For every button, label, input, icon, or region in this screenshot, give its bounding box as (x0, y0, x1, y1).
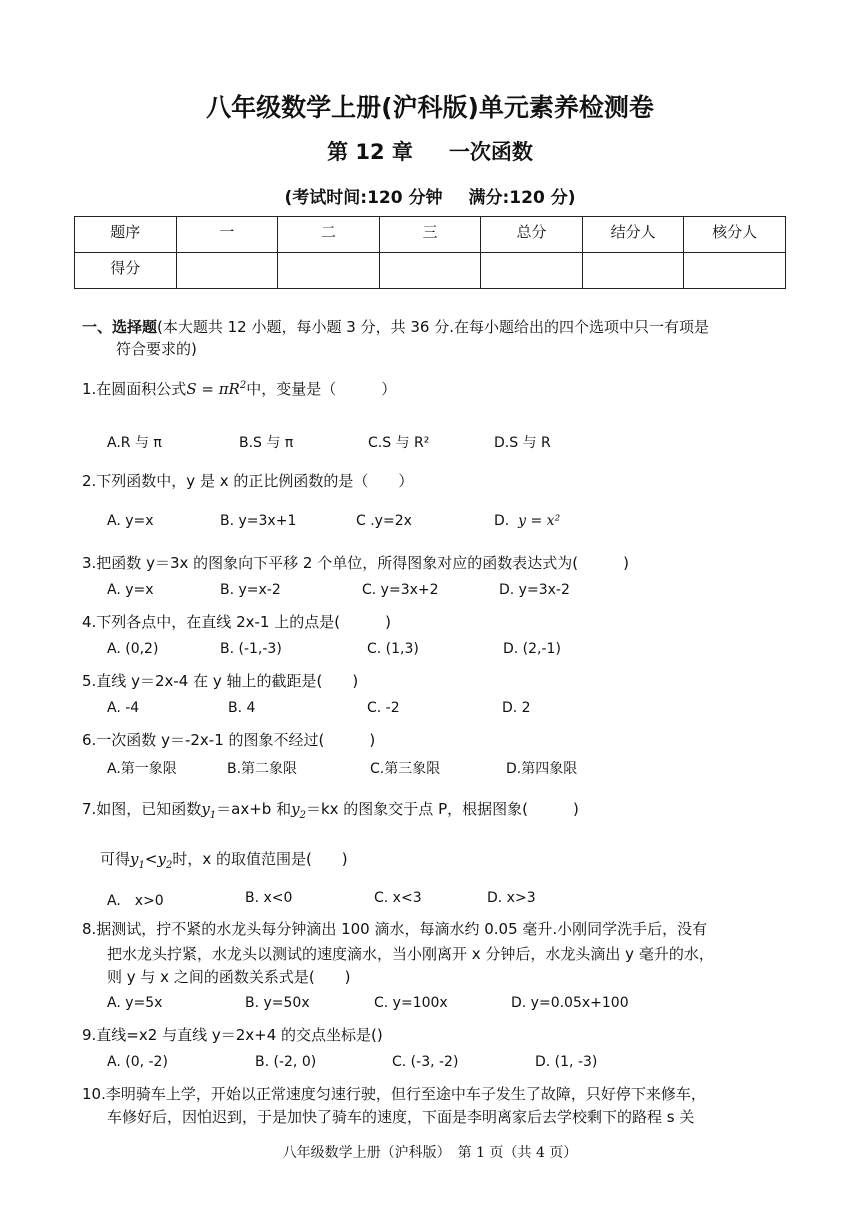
option-formula: y = x² (518, 513, 561, 529)
score-cell[interactable] (176, 253, 278, 289)
option-b[interactable]: B. (-2, 0) (255, 1054, 317, 1070)
score-table-header: 二 (278, 217, 380, 253)
formula: S = πR (186, 380, 240, 398)
var-y2-sub: 2 (299, 810, 306, 821)
option-d[interactable] (494, 513, 560, 529)
question-stem: 可得 (100, 850, 131, 868)
question-stem: 时，x 的取值范围是( ) (172, 850, 348, 868)
question-6: 6.一次函数 y＝-2x-1 的图象不经过( ) (82, 731, 376, 749)
question-4: 4.下列各点中，在直线 2x-1 上的点是( ) (82, 613, 391, 631)
option-b[interactable]: B. y=50x (245, 995, 310, 1011)
score-table-header-row (75, 217, 786, 253)
option-c[interactable]: C. y=100x (374, 995, 448, 1011)
score-cell[interactable] (481, 253, 583, 289)
var-y1: y (201, 800, 210, 818)
option-d[interactable]: D. (2,-1) (503, 641, 561, 657)
option-a[interactable]: A. -4 (107, 700, 140, 716)
question-10-cont: 车修好后，因怕迟到，于是加快了骑车的速度，下面是李明离家后去学校剩下的路程 s 关 (107, 1108, 695, 1126)
question-stem-end: 中，变量是（ ） (246, 380, 397, 398)
score-table-score-row (75, 253, 786, 289)
var-y1-sub: 1 (138, 860, 145, 871)
option-a[interactable]: A.第一象限 (107, 761, 177, 777)
question-7-cont (100, 848, 348, 871)
question-8-cont: 把水龙头拧紧，水龙头以测试的速度滴水，当小刚离开 x 分钟后，水龙头滴出 y 毫升的水， (107, 945, 714, 963)
option-a[interactable]: A. (0,2) (107, 641, 159, 657)
exam-time: (考试时间:120 分钟 (284, 188, 443, 208)
score-table (74, 216, 786, 289)
option-b[interactable]: B. x<0 (245, 890, 293, 906)
option-c[interactable]: C. x<3 (374, 890, 422, 906)
option-d[interactable]: D.S 与 R (494, 435, 551, 451)
option-b[interactable]: B. (-1,-3) (220, 641, 282, 657)
question-1 (82, 378, 396, 399)
page-title: 八年级数学上册(沪科版)单元素养检测卷 (206, 93, 654, 122)
option-a[interactable]: A. (0, -2) (107, 1054, 168, 1070)
option-b[interactable]: B. y=x-2 (220, 582, 281, 598)
option-a[interactable]: A. y=5x (107, 995, 163, 1011)
option-b[interactable]: B. 4 (228, 700, 256, 716)
option-b[interactable]: B.S 与 π (239, 435, 294, 451)
question-stem: 7.如图，已知函数 (82, 800, 202, 818)
option-c[interactable]: C.第三象限 (370, 761, 441, 777)
var-y2: y (157, 850, 166, 868)
option-c[interactable]: C. (-3, -2) (392, 1054, 459, 1070)
question-10: 10.李明骑车上学，开始以正常速度匀速行驶，但行至途中车子发生了故障，只好停下来修车， (82, 1085, 706, 1103)
question-3: 3.把函数 y＝3x 的图象向下平移 2 个单位，所得图象对应的函数表达式为( ) (82, 554, 629, 572)
score-cell[interactable] (684, 253, 786, 289)
option-d[interactable]: D. y=3x-2 (499, 582, 570, 598)
section-title: 一、选择题 (82, 318, 158, 336)
question-2: 2.下列函数中，y 是 x 的正比例函数的是（ ） (82, 472, 414, 490)
question-7 (82, 798, 579, 821)
question-5: 5.直线 y＝2x-4 在 y 轴上的截距是( ) (82, 672, 359, 690)
score-table-header: 总分 (481, 217, 583, 253)
option-a[interactable]: A. x>0 (107, 893, 164, 909)
question-8: 8.据测试，拧不紧的水龙头每分钟滴出 100 滴水，每滴水约 0.05 毫升.小刚同学洗手后，没有 (82, 920, 708, 938)
score-table-header: 三 (379, 217, 481, 253)
section-heading (82, 316, 709, 337)
chapter-heading (0, 136, 860, 166)
option-c[interactable]: C. y=3x+2 (362, 582, 439, 598)
less-than: < (144, 850, 158, 868)
score-table-header: 一 (176, 217, 278, 253)
score-row-label: 得分 (75, 253, 177, 289)
section-desc: (本大题共 12 小题，每小题 3 分，共 36 分.在每小题给出的四个选项中只一有项是 (157, 318, 709, 336)
score-table-header: 核分人 (684, 217, 786, 253)
var-y1: y (130, 850, 139, 868)
page-footer: 八年级数学上册（沪科版） 第 1 页（共 4 页） (282, 1145, 578, 1161)
question-8-cont: 则 y 与 x 之间的函数关系式是( ) (107, 968, 351, 986)
score-table-header: 结分人 (582, 217, 684, 253)
chapter-name: 一次函数 (448, 140, 533, 164)
question-stem: ＝kx 的图象交于点 P，根据图象( ) (305, 800, 579, 818)
option-c[interactable]: C .y=2x (356, 513, 412, 529)
option-d[interactable]: D. x>3 (487, 890, 536, 906)
option-a[interactable]: A. y=x (107, 582, 154, 598)
option-d[interactable]: D.第四象限 (506, 761, 578, 777)
exam-full-score: 满分:120 分) (468, 188, 576, 208)
question-stem: ＝ax+b 和 (216, 800, 292, 818)
option-d[interactable]: D. (1, -3) (535, 1054, 598, 1070)
exam-info (0, 183, 860, 208)
option-c[interactable]: C. (1,3) (367, 641, 419, 657)
option-a[interactable]: A. y=x (107, 513, 154, 529)
option-c[interactable]: C.S 与 R² (368, 435, 430, 451)
section-desc-cont: 符合要求的) (116, 340, 197, 358)
score-cell[interactable] (582, 253, 684, 289)
option-d[interactable]: D. 2 (502, 700, 531, 716)
question-stem: 1.在圆面积公式 (82, 380, 187, 398)
question-9: 9.直线=x2 与直线 y＝2x+4 的交点坐标是() (82, 1026, 383, 1044)
option-b[interactable]: B. y=3x+1 (220, 513, 297, 529)
formula-exponent: 2 (239, 380, 247, 391)
option-a[interactable]: A.R 与 π (107, 435, 162, 451)
var-y2-sub: 2 (165, 860, 173, 871)
score-cell[interactable] (278, 253, 380, 289)
option-c[interactable]: C. -2 (367, 700, 400, 716)
option-b[interactable]: B.第二象限 (227, 761, 298, 777)
var-y2: y (291, 800, 300, 818)
score-table-header: 题序 (75, 217, 177, 253)
option-letter: D. (494, 513, 510, 529)
score-cell[interactable] (379, 253, 481, 289)
var-y1-sub: 1 (209, 810, 217, 821)
option-d[interactable]: D. y=0.05x+100 (511, 995, 629, 1011)
chapter-number: 第 12 章 (327, 140, 413, 164)
